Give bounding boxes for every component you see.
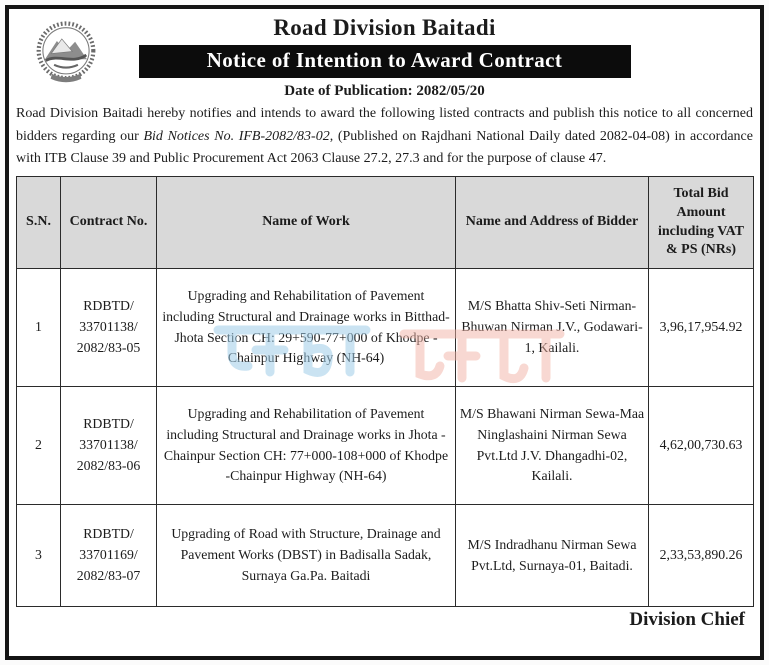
- cell-contract-no: RDBTD/ 33701138/ 2082/83-05: [61, 269, 157, 387]
- intro-text-before: Road Division Baitadi hereby notifies and intends to award the following listed contracts and publish this notice to all concerned bidders regarding our: [16, 106, 753, 144]
- table-header-row: [17, 177, 754, 269]
- intro-paragraph: [16, 103, 753, 171]
- cell-amount: 4,62,00,730.63: [649, 387, 754, 505]
- bid-notice-reference: Bid Notices No. IFB-2082/83-02: [143, 128, 330, 144]
- cell-name-of-work: Upgrading of Road with Structure, Drainage and Pavement Works (DBST) in Badisalla Sadak, Surnaya Ga.Pa. Baitadi: [157, 505, 456, 607]
- notice-title-banner: Notice of Intention to Award Contract: [139, 45, 631, 78]
- cell-contract-no: RDBTD/ 33701169/ 2082/83-07: [61, 505, 157, 607]
- cell-contract-no: RDBTD/ 33701138/ 2082/83-06: [61, 387, 157, 505]
- col-header-amount: Total Bid Amount including VAT & PS (NRs): [649, 177, 754, 269]
- cell-name-of-work: Upgrading and Rehabilitation of Pavement including Structural and Drainage works in Bitthad-Jhota Section CH: 29+590-77+000 of Khodpe -Chainpur Highway (NH-64): [157, 269, 456, 387]
- cell-name-of-work: Upgrading and Rehabilitation of Pavement including Structural and Drainage works in Jhota -Chainpur Section CH: 77+000-108+000 of Khodpe -Chainpur Highway (NH-64): [157, 387, 456, 505]
- cell-sn: 1: [17, 269, 61, 387]
- table-row: [17, 387, 754, 505]
- cell-bidder: M/S Bhatta Shiv-Seti Nirman-Bhuwan Nirman J.V., Godawari-1, Kailali.: [456, 269, 649, 387]
- col-header-bidder: Name and Address of Bidder: [456, 177, 649, 269]
- table-row: [17, 505, 754, 607]
- col-header-sn: S.N.: [17, 177, 61, 269]
- nepal-emblem-logo: [31, 17, 101, 93]
- cell-amount: 3,96,17,954.92: [649, 269, 754, 387]
- contracts-table: [16, 176, 754, 607]
- cell-bidder: M/S Bhawani Nirman Sewa-Maa Ninglashaini Nirman Sewa Pvt.Ltd J.V. Dhangadhi-02, Kailali.: [456, 387, 649, 505]
- intro-text-after: , (Published on Rajdhani National Daily dated 2082-04-08) in accordance with ITB Clause 39 and Public Procurement Act 2063 Clause 27.2, 27.3 and for the purpose of clause 47.: [16, 128, 753, 167]
- document-border-frame: [5, 5, 764, 660]
- cell-sn: 2: [17, 387, 61, 505]
- col-header-name-of-work: Name of Work: [157, 177, 456, 269]
- org-title: Road Division Baitadi: [273, 15, 496, 40]
- publication-date: Date of Publication: 2082/05/20: [284, 83, 485, 99]
- table-row: [17, 269, 754, 387]
- col-header-contract-no: Contract No.: [61, 177, 157, 269]
- cell-sn: 3: [17, 505, 61, 607]
- signature-title: Division Chief: [629, 609, 745, 631]
- cell-amount: 2,33,53,890.26: [649, 505, 754, 607]
- cell-bidder: M/S Indradhanu Nirman Sewa Pvt.Ltd, Surnaya-01, Baitadi.: [456, 505, 649, 607]
